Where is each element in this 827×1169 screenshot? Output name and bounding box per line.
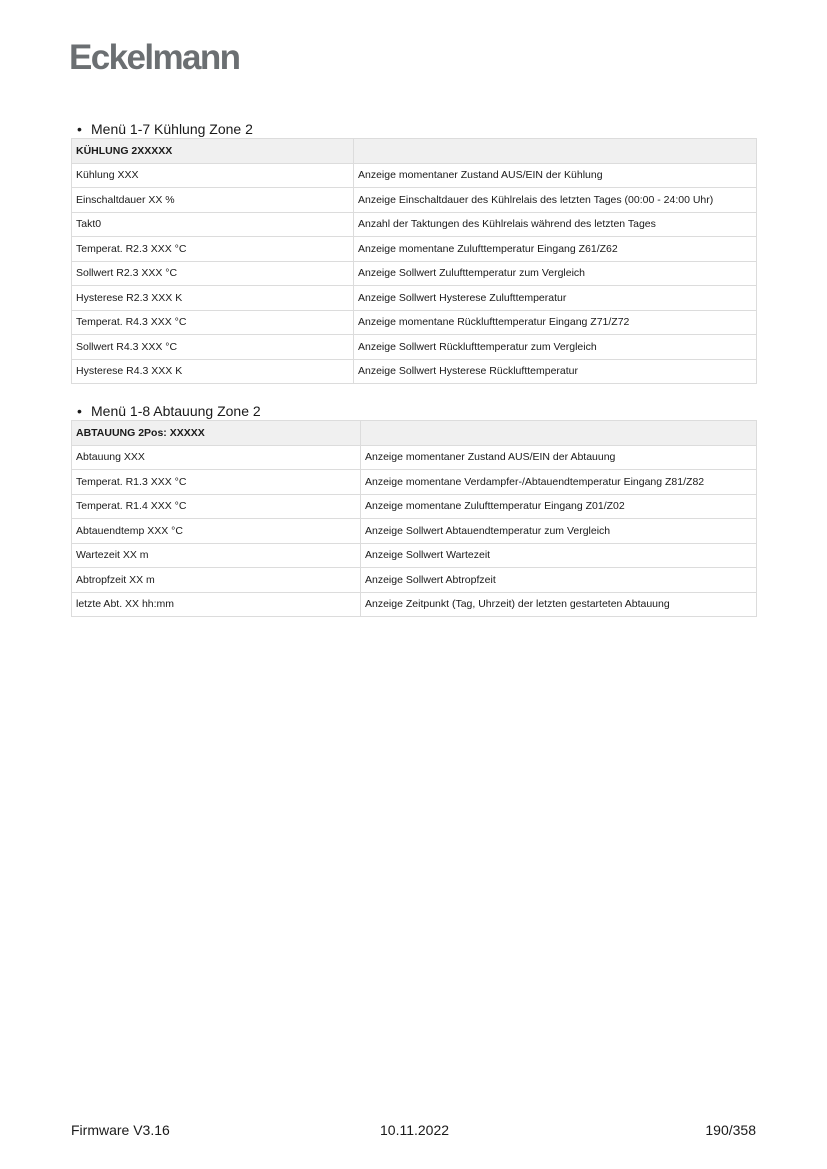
description-cell: Anzeige momentaner Zustand AUS/EIN der Abtauung — [361, 445, 757, 470]
description-cell: Anzeige Sollwert Rücklufttemperatur zum Vergleich — [354, 335, 757, 360]
parameter-cell: Sollwert R2.3 XXX °C — [72, 261, 354, 286]
table-row — [72, 519, 757, 544]
footer-firmware: Firmware V3.16 — [71, 1122, 170, 1138]
description-cell: Anzeige momentane Rücklufttemperatur Eingang Z71/Z72 — [354, 310, 757, 335]
table-header-row — [72, 139, 757, 164]
description-cell: Anzeige Sollwert Wartezeit — [361, 543, 757, 568]
bullet-icon: • — [77, 121, 82, 137]
parameter-cell: letzte Abt. XX hh:mm — [72, 592, 361, 617]
table-row — [72, 445, 757, 470]
description-cell: Anzeige Zeitpunkt (Tag, Uhrzeit) der letzten gestarteten Abtauung — [361, 592, 757, 617]
description-cell: Anzeige momentaner Zustand AUS/EIN der Kühlung — [354, 163, 757, 188]
section-menu-1-7 — [71, 120, 756, 384]
parameter-cell: Takt0 — [72, 212, 354, 237]
table-row — [72, 261, 757, 286]
parameter-table — [71, 138, 757, 384]
parameter-cell: Abtauendtemp XXX °C — [72, 519, 361, 544]
table-row — [72, 335, 757, 360]
parameter-cell: Temperat. R2.3 XXX °C — [72, 237, 354, 262]
parameter-cell: Abtauung XXX — [72, 445, 361, 470]
section-title — [71, 120, 756, 138]
eckelmann-logo: Eckelmann — [69, 38, 240, 77]
section-title — [71, 402, 756, 420]
description-cell: Anzeige Sollwert Zulufttemperatur zum Vergleich — [354, 261, 757, 286]
footer-date: 10.11.2022 — [380, 1122, 450, 1138]
table-row — [72, 163, 757, 188]
section-title-text: Menü 1-8 Abtauung Zone 2 — [91, 403, 261, 419]
description-cell: Anzeige momentane Zulufttemperatur Eingang Z61/Z62 — [354, 237, 757, 262]
description-cell: Anzeige Sollwert Abtauendtemperatur zum Vergleich — [361, 519, 757, 544]
parameter-cell: Wartezeit XX m — [72, 543, 361, 568]
table-row — [72, 310, 757, 335]
parameter-table — [71, 420, 757, 617]
table-header-cell-empty — [361, 421, 757, 446]
table-header-cell: KÜHLUNG 2XXXXX — [72, 139, 354, 164]
table-row — [72, 212, 757, 237]
section-title-text: Menü 1-7 Kühlung Zone 2 — [91, 121, 253, 137]
description-cell: Anzeige Einschaltdauer des Kühlrelais des letzten Tages (00:00 - 24:00 Uhr) — [354, 188, 757, 213]
table-row — [72, 543, 757, 568]
table-row — [72, 568, 757, 593]
section-menu-1-8 — [71, 402, 756, 617]
table-row — [72, 359, 757, 384]
parameter-cell: Temperat. R1.3 XXX °C — [72, 470, 361, 495]
table-row — [72, 237, 757, 262]
description-cell: Anzeige Sollwert Abtropfzeit — [361, 568, 757, 593]
description-cell: Anzeige Sollwert Hysterese Zulufttemperatur — [354, 286, 757, 311]
table-row — [72, 286, 757, 311]
table-row — [72, 494, 757, 519]
bullet-icon: • — [77, 403, 82, 419]
parameter-cell: Hysterese R4.3 XXX K — [72, 359, 354, 384]
parameter-cell: Temperat. R4.3 XXX °C — [72, 310, 354, 335]
description-cell: Anzeige Sollwert Hysterese Rücklufttemperatur — [354, 359, 757, 384]
parameter-cell: Sollwert R4.3 XXX °C — [72, 335, 354, 360]
footer-page-number: 190/358 — [705, 1122, 756, 1138]
table-row — [72, 592, 757, 617]
parameter-cell: Abtropfzeit XX m — [72, 568, 361, 593]
description-cell: Anzeige momentane Zulufttemperatur Eingang Z01/Z02 — [361, 494, 757, 519]
parameter-cell: Kühlung XXX — [72, 163, 354, 188]
table-row — [72, 470, 757, 495]
table-row — [72, 188, 757, 213]
parameter-cell: Einschaltdauer XX % — [72, 188, 354, 213]
parameter-cell: Hysterese R2.3 XXX K — [72, 286, 354, 311]
description-cell: Anzeige momentane Verdampfer-/Abtauendtemperatur Eingang Z81/Z82 — [361, 470, 757, 495]
table-header-row — [72, 421, 757, 446]
table-header-cell: ABTAUUNG 2Pos: XXXXX — [72, 421, 361, 446]
description-cell: Anzahl der Taktungen des Kühlrelais während des letzten Tages — [354, 212, 757, 237]
table-header-cell-empty — [354, 139, 757, 164]
parameter-cell: Temperat. R1.4 XXX °C — [72, 494, 361, 519]
